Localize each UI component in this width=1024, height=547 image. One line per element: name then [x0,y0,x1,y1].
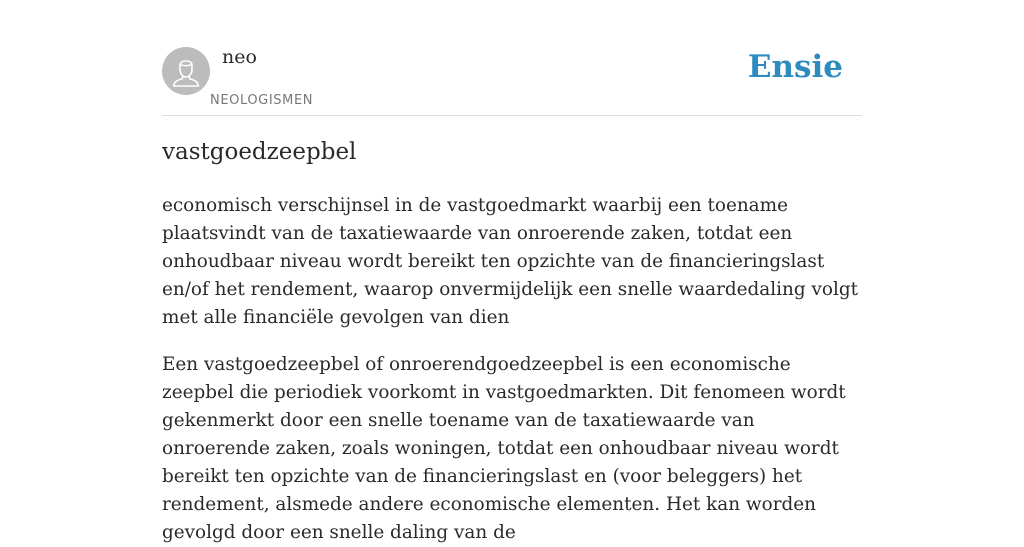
category-link[interactable]: NEOLOGISMEN [210,93,314,108]
definition-text: economisch verschijnsel in de vastgoedmarkt waarbij een toename plaatsvindt van de taxatiewaarde van onroerende zaken, totdat een onhoudbaar niveau wordt bereikt ten opzichte van de financieringslast en/of het rendement, waarop onvermijdelijk een snelle waardedaling volgt met alle financiële gevolgen van dien [162,195,859,328]
username-link[interactable]: neo [222,46,257,68]
user-silhouette-icon [162,47,210,95]
word-title: vastgoedzeepbel [162,139,357,165]
avatar[interactable] [162,47,210,95]
entry-header [162,46,862,116]
description-text: Een vastgoedzeepbel of onroerendgoedzeepbel is een economische zeepbel die periodiek voorkomt in vastgoedmarkten. Dit fenomeen wordt gekenmerkt door een snelle toename van de taxatiewaarde van onroerende zaken, zoals woningen, totdat een onhoudbaar niveau wordt bereikt ten opzichte van de financieringslast en (voor beleggers) het rendement, alsmede andere economische elementen. Het kan worden gevolgd door een snelle daling van de [162,354,846,543]
brand-logo[interactable]: Ensie [747,49,843,85]
